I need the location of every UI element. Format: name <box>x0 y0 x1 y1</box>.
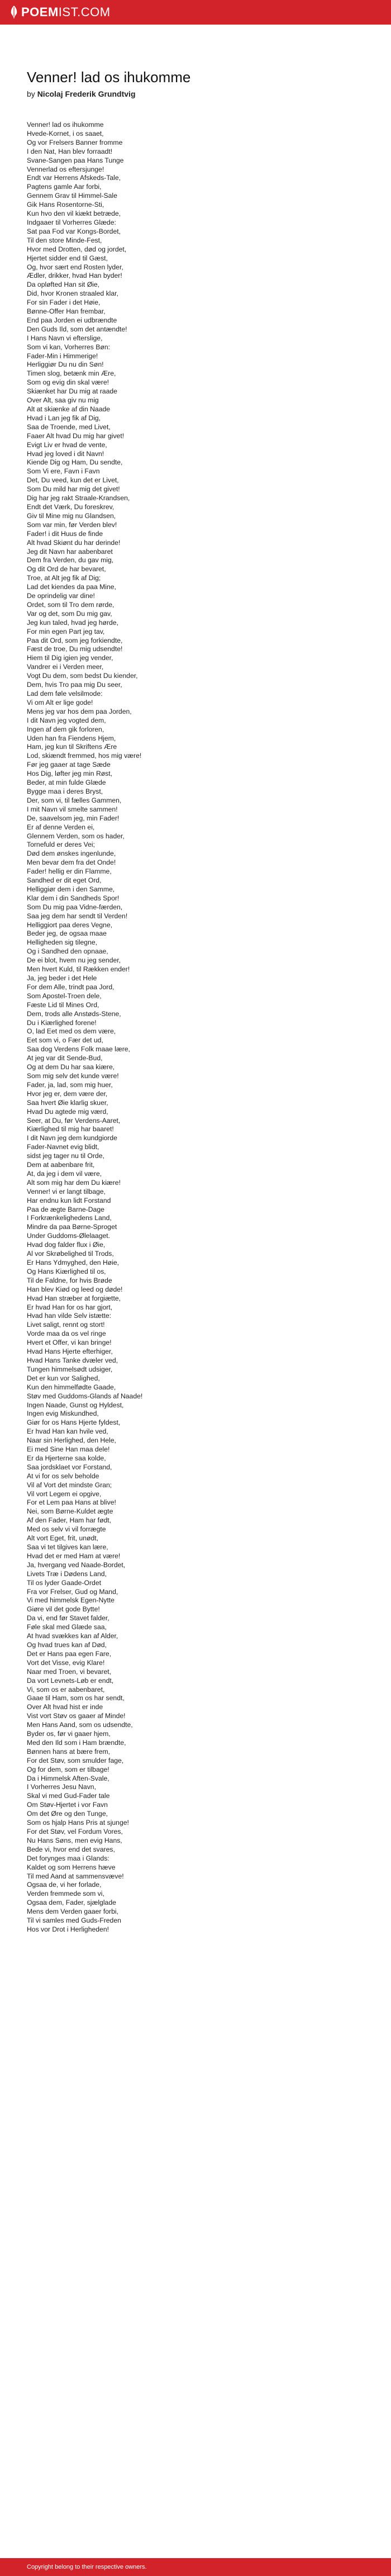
poem-line: Ham, jeg kun til Skriftens Ære <box>27 743 117 751</box>
poem-line: Fader-Min i Himmerige! <box>27 352 98 360</box>
poem-line: Lod, skiændt fremmed, hos mig være! <box>27 752 142 760</box>
poem-line: Død dem ønskes ingenlunde, <box>27 850 116 858</box>
poem-line: Over Alt, saa giv nu mig <box>27 396 99 405</box>
poem-line: Ordet, som til Tro dem rørde, <box>27 600 115 609</box>
poem-line: Paa de ægte Barne-Dage <box>27 1205 104 1213</box>
poem-line: Som os hjalp Hans Pris at sjunge! <box>27 1819 129 1827</box>
poem-line: Pagtens gamle Aar forbi, <box>27 183 102 191</box>
poem-line: Evigt Liv er hvad de vente, <box>27 440 107 449</box>
poem-line: Om Støv-Hjertet i vor Favn <box>27 1801 108 1809</box>
poem-line: O, lad Eet med os dem være, <box>27 1027 116 1036</box>
poem-line: Da opløfted Han sit Øie, <box>27 281 100 289</box>
poem-line: Ingen evig Miskundhed, <box>27 1410 99 1418</box>
poem-line: Er Hans Ydmyghed, den Høie, <box>27 1259 120 1266</box>
poem-line: I Vorherres Jesu Navn, <box>27 1783 96 1791</box>
poem-line: De ei blot, hvem nu jeg sender, <box>27 956 121 965</box>
poem-line: Som mig selv det kunde være! <box>27 1071 119 1080</box>
poem-line: Fader, ja, lad, som mig huer, <box>27 1080 113 1089</box>
poem-line: Svane-Sangen paa Hans Tunge <box>27 156 124 164</box>
poem-line: Hvad Hans Tanke dvæler ved, <box>27 1356 118 1364</box>
poem-line: Giv til Mine mig nu Glandsen, <box>27 511 116 520</box>
poem-line: Nu Hans Søns, men evig Hans, <box>27 1836 122 1844</box>
poem-line: Og i Sandhed den opnaae, <box>27 947 108 956</box>
poem-line: Men Hans Aand, som os udsendte, <box>27 1721 133 1729</box>
poem-line: Skal vi med Gud-Fader tale <box>27 1792 110 1800</box>
poem-line: Hvad Han stræber at forgiætte, <box>27 1294 121 1302</box>
poem-line: Ja, jeg beder i det Hele <box>27 974 97 982</box>
poem-line: At hvad svækkes kan af Alder, <box>27 1632 118 1640</box>
poem-line: Da vort Levnets-Løb er endt, <box>27 1676 114 1685</box>
poem-line: Som vi kan, Vorherres Bøn: <box>27 343 111 351</box>
poem-line: Gik Hans Rosentorne-Sti, <box>27 201 104 209</box>
poem-line: Saa jeg dem har sendt til Verden! <box>27 912 128 920</box>
poem-line: Livet saligt, rennt og stort! <box>27 1321 105 1329</box>
poem-line: Kiærlighed til mig har baaret! <box>27 1125 114 1133</box>
poem-line: Bønnen hans at bære frem, <box>27 1747 111 1756</box>
poem-line: At jeg var dit Sende-Bud, <box>27 1054 103 1062</box>
poem-line: Hvad dog falder flux i Øie, <box>27 1241 106 1249</box>
poem-line: De oprindelig var dine! <box>27 592 95 600</box>
poem-line: Ingen af dem gik forloren, <box>27 725 104 733</box>
poem-line: Klar dem i din Sandheds Spor! <box>27 894 120 902</box>
site-footer <box>0 2558 391 2576</box>
poem-line: Han blev Kiød og leed og døde! <box>27 1285 123 1293</box>
poem-line: I Hans Navn vi efterslige, <box>27 334 103 342</box>
poem-line: Helligheden sig tilegne, <box>27 938 98 947</box>
poem-line: Er hvad Han for os har gjort, <box>27 1303 113 1311</box>
poem-line: End paa Jorden ei udbrændte <box>27 316 117 324</box>
poem-line: Jeg kun taled, hvad jeg hørde, <box>27 618 118 627</box>
poem-line: Og dit Ord de har bevaret, <box>27 565 106 573</box>
poem-line: Det er kun vor Salighed, <box>27 1374 100 1382</box>
poem-line: I dit Navn jeg vogted dem, <box>27 716 106 724</box>
poem-line: Du i Kiærlighed forene! <box>27 1018 97 1027</box>
poem-line: Helliggiør dem i den Samme, <box>27 885 115 893</box>
poem-line: Kaldet og som Herrens hæve <box>27 1863 116 1871</box>
poem-line: Vi om Alt er lige gode! <box>27 698 93 706</box>
poem-line: Ei med Sine Han maa dele! <box>27 1445 110 1454</box>
poem-line: Seer, at Du, før Verdens-Aaret, <box>27 1116 121 1125</box>
poem-line: Hvede-Kornet, i os saaet, <box>27 129 104 137</box>
poem-line: Til med Aand at sammensvæve! <box>27 1872 124 1880</box>
poem-line: Støv med Guddoms-Glands af Naade! <box>27 1392 143 1400</box>
poem-line: Hvad i Lan jeg fik af Dig, <box>27 414 101 422</box>
poem-line: At vi for os selv beholde <box>27 1472 99 1480</box>
poem-line: Det, Du veed, kun det er Livet, <box>27 476 119 485</box>
poem-line: Hvad Du agtede mig værd, <box>27 1107 108 1116</box>
poem-line: For det Støv, vel Fordum Vores, <box>27 1828 123 1835</box>
logo-light: IST.COM <box>58 5 111 19</box>
poem-line: Skiænket har Du mig at raade <box>27 387 117 396</box>
poem-line: Over Alt hvad hist er inde <box>27 1703 103 1711</box>
poem-line: I mit Navn vil smelte sammen! <box>27 805 118 813</box>
poem-line: Som og evig din skal være! <box>27 378 109 387</box>
poem-line: Hvad det er med Ham at være! <box>27 1552 121 1560</box>
poem-line: Did, hvor Kronen straaled klar, <box>27 290 118 298</box>
poem-line: Indgaaer til Vorherres Glæde: <box>27 218 116 226</box>
poem-line: Har endnu kun lidt Forstand <box>27 1196 111 1204</box>
poem-line: Saa hvert Øie klarlig skuer, <box>27 1098 108 1107</box>
poem-line: Kun den himmelfødte Gaade, <box>27 1383 116 1391</box>
poem-line: At, da jeg i dem vil være, <box>27 1169 102 1178</box>
poem-line: Sat paa Fod var Kongs-Bordet, <box>27 227 121 235</box>
poem-line: Fader-Navnet evig blidt, <box>27 1143 99 1151</box>
poem-line: Herliggiør Du nu din Søn! <box>27 360 104 369</box>
poem-line: Giøre vil det gode Bytte! <box>27 1605 100 1614</box>
poem-line: Fæst de troe, Du mig udsendte! <box>27 645 123 653</box>
poem-line: Alt vort Eget, frit, unødt, <box>27 1534 99 1543</box>
poem-line: Livets Træ i Dødens Land, <box>27 1569 107 1578</box>
poem-line: Vandrer ei i Verden meer, <box>27 663 104 671</box>
poem-line: Til den store Minde-Fest, <box>27 236 102 244</box>
poem-line: Glennem Verden, som os hader, <box>27 832 125 840</box>
poem-line: Og Hans Kiærlighed til os, <box>27 1267 106 1275</box>
poem-line: Saa de Troende, med Livet, <box>27 423 111 431</box>
site-logo[interactable] <box>10 5 111 20</box>
poem-line: Timen slog, betænk min Ære, <box>27 369 116 378</box>
poem-line: Alt hvad Skiønt du har derinde! <box>27 538 121 547</box>
poem-line: Hvad jeg loved i dit Navn! <box>27 449 104 458</box>
poem-line: Hvert et Offer, vi kan bringe! <box>27 1339 112 1347</box>
poem-line: Vi med himmelsk Egen-Nytte <box>27 1596 115 1605</box>
poem-line: Byder os, før vi gaaer hjem, <box>27 1730 111 1738</box>
poem-title: Venner! lad os ihukomme <box>27 69 191 86</box>
poem-line: Ogsaa dem, Fader, sjælglade <box>27 1899 116 1907</box>
poem-line: Til vi samles med Guds-Freden <box>27 1916 121 1925</box>
poem-line: Det er Hans paa egen Fare, <box>27 1649 112 1658</box>
poem-line: For et Lem paa Hans at blive! <box>27 1498 116 1507</box>
poem-line: De, saavelsom jeg, min Fader! <box>27 814 120 822</box>
quill-pen-icon <box>10 6 18 19</box>
poem-line: Bede vi, hvor end det svares, <box>27 1845 115 1853</box>
poem-line: Ja, hvergang ved Naade-Bordet, <box>27 1560 126 1569</box>
poem-text <box>27 121 364 1934</box>
poem-line: Hos vor Drot i Herligheden! <box>27 1925 109 1933</box>
poem-line: I Forkrænkelighedens Land, <box>27 1214 112 1222</box>
poem-line: Alt som mig har dem Du kiære! <box>27 1178 121 1187</box>
poem-line: Er af denne Verden ei, <box>27 823 95 831</box>
poem-line: Ingen Naade, Gunst og Hyldest, <box>27 1401 124 1409</box>
poem-line: Ogsaa de, vi her forlade, <box>27 1881 102 1889</box>
poem-line: sidst jeg tager nu til Orde, <box>27 1152 104 1160</box>
poem-line: Gennem Grav til Himmel-Sale <box>27 192 117 200</box>
logo-text <box>21 5 111 20</box>
poem-line: Til os lyder Gaade-Ordet <box>27 1578 101 1587</box>
poem-line: Som Du mild har mig det givet! <box>27 485 120 494</box>
poem-line: Alt at skiænke af din Naade <box>27 405 111 413</box>
logo-bold: POEM <box>21 5 59 19</box>
poem-line: I dit Navn jeg dem kundgiorde <box>27 1134 117 1142</box>
poem-line: Som var min, før Verden blev! <box>27 520 117 529</box>
poem-line: Dem, hvis Tro paa mig Du seer, <box>27 681 122 689</box>
poem-line: Gaae til Ham, som os har sendt, <box>27 1694 125 1702</box>
poem-line: Dem at aabenbare frit, <box>27 1161 95 1169</box>
poem-line: Da i Himmelsk Aften-Svale, <box>27 1774 109 1782</box>
poem-line: Dig har jeg rakt Straale-Krandsen, <box>27 494 130 502</box>
site-header <box>0 0 391 25</box>
poem-line: Nei, som Børne-Kuldet ægte <box>27 1507 113 1516</box>
poem-line: Naar sin Herlighed, den Hele, <box>27 1436 116 1445</box>
poem-line: Og hvad trues kan af Død, <box>27 1640 107 1649</box>
poem-line: Som Vi ere, Favn i Favn <box>27 467 100 476</box>
poem-line: Al vor Skrøbelighed til Trods, <box>27 1250 114 1258</box>
poem-line: Helliggiort paa deres Vegne, <box>27 921 113 929</box>
poem-line: Faaer Alt hvad Du mig har givet! <box>27 431 125 440</box>
poem-line: Uden han fra Fiendens Hjem, <box>27 734 116 742</box>
poem-line: Saa vi tet tilgives kan lære, <box>27 1543 108 1551</box>
poem-line: Endt det Værk, Du foreskrev, <box>27 502 115 511</box>
poem-line: Føle skal med Glæde saa, <box>27 1623 107 1631</box>
poem-line: For sin Fader i det Høie, <box>27 298 101 307</box>
poem-line: Paa dit Ord, som jeg forkiendte, <box>27 636 123 644</box>
poem-line: Giør for os Hans Hjerte fyldest, <box>27 1419 121 1427</box>
poem-line: Beder jeg, de ogsaa maae <box>27 929 107 938</box>
poem-line: Bønne-Offer Han frembar, <box>27 307 106 316</box>
poem-line: Mens dem Verden gaaer forbi, <box>27 1908 118 1916</box>
poem-line: Fra vor Frelser, Gud og Mand, <box>27 1587 118 1596</box>
poem-line: Var og det, som Du mig gav, <box>27 609 112 618</box>
poem-line: Og for dem, som er tilbage! <box>27 1765 109 1773</box>
poem-line: Og vor Frelsers Banner fromme <box>27 138 123 146</box>
poem-line: Og at dem Du har saa kiære, <box>27 1063 115 1071</box>
poem-line: Saa jordsklaet vor Forstand, <box>27 1463 112 1471</box>
poem-line: Og, hvor sært end Rosten lyder, <box>27 263 123 271</box>
poem-line: Kun hvo den vil kiækt betræde, <box>27 210 121 218</box>
poem-line: Med os selv vi vil forrægte <box>27 1525 106 1534</box>
poem-line: Fæste Lid til Mines Ord, <box>27 1000 99 1009</box>
poem-line: Ædler, drikker, hvad Han byder! <box>27 272 122 280</box>
poem-line: Saa dog Verdens Folk maae lære, <box>27 1045 130 1054</box>
poem-line: Hvad han vilde Selv istætte: <box>27 1312 112 1320</box>
poem-line: Naar med Troen, vi bevaret, <box>27 1667 112 1676</box>
poem-line: Fader! hellig er din Flamme, <box>27 867 112 876</box>
poem-line: Af den Fader, Ham har født, <box>27 1516 112 1525</box>
poem-line: Under Guddoms-Ølelaaget. <box>27 1232 111 1240</box>
poem-line: Om det Øre og den Tunge, <box>27 1810 108 1818</box>
poem-line: Men hvert Kuld, til Rækken ender! <box>27 965 130 974</box>
poem-line: Den Guds Ild, som det antændte! <box>27 325 127 333</box>
poem-line: Dem fra Verden, du gav mig, <box>27 556 114 564</box>
poem-line: Kiende Dig og Ham, Du sendte, <box>27 458 123 467</box>
poem-line: Hvad Hans Hjerte efterhiger, <box>27 1348 113 1356</box>
poem-line: For min egen Part jeg tav, <box>27 627 105 635</box>
poem-line: Det forynges maa i Glands: <box>27 1854 109 1862</box>
poem-line: Jeg dit Navn har aabenbaret <box>27 547 113 556</box>
poem-line: Der, som vi, til fælles Gammen, <box>27 796 122 804</box>
poem-line: Tungen himmelsødt udsiger, <box>27 1365 113 1373</box>
poem-line: For det Støv, som smulder fage, <box>27 1756 124 1764</box>
copyright-text: Copyright belong to their respective owners. <box>27 2564 147 2570</box>
poem-line: Hvor med Drotten, død og jordet, <box>27 245 127 253</box>
by-label: by <box>27 89 35 98</box>
poem-line: Med den Ild som i Ham brændte, <box>27 1738 126 1747</box>
poem-line: Mindre da paa Børne-Sproget <box>27 1223 117 1231</box>
poem-line: Lad dem føle velsilmode: <box>27 690 103 698</box>
poem-line: Som Du mig paa Vidne-færden, <box>27 903 123 911</box>
poem-line: Vogt Du dem, som bedst Du kiender, <box>27 672 138 680</box>
poem-line: I den Nat, Han blev forraadt! <box>27 147 113 155</box>
poem-line: Hiem til Dig igien jeg vender, <box>27 654 113 662</box>
poem-line: Dem, trods alle Anstøds-Stene, <box>27 1009 121 1018</box>
poem-line: Beder, at min fulde Glæde <box>27 779 106 787</box>
poem-line: Vi, som os er aabenbaret, <box>27 1685 105 1693</box>
poem-line: Vist vort Støv os gaaer af Minde! <box>27 1712 126 1720</box>
author-link[interactable]: Nicolaj Frederik Grundtvig <box>37 89 136 98</box>
poem-line: Som Apostel-Troen dele, <box>27 992 102 1000</box>
poem-line: Endt var Herrens Afskeds-Tale, <box>27 174 121 182</box>
poem-line: Hvor jeg er, dem være der, <box>27 1089 108 1098</box>
poem-line: Til de Faldne, for hvis Brøde <box>27 1276 112 1284</box>
poem-line: Er da Hjerterne saa kolde, <box>27 1454 106 1462</box>
poem-line: Vil af Vort det mindste Gran; <box>27 1481 112 1489</box>
poem-content <box>0 25 391 1934</box>
poem-line: Fader! i dit Huus de finde <box>27 529 103 538</box>
poem-line: Verden fremmede som vi, <box>27 1890 104 1898</box>
poem-line: Troe, at Alt jeg fik af Dig; <box>27 574 101 582</box>
poem-line: Vennerlad os eftersjunge! <box>27 165 104 173</box>
poem-line: Eet som vi, o Fær det ud, <box>27 1036 103 1045</box>
poem-line: Før jeg gaaer at tage Sæde <box>27 761 111 769</box>
poem-line: Vort det Visse, evig Klare! <box>27 1658 105 1667</box>
poem-line: Venner! vi er langt tilbage, <box>27 1187 106 1196</box>
byline <box>27 89 364 98</box>
poem-line: Venner! lad os ihukomme <box>27 121 104 129</box>
poem-line: Vil vort Legem ei opgive, <box>27 1489 102 1498</box>
poem-line: Hjertet sidder end til Gæst, <box>27 254 108 262</box>
poem-line: Men bevar dem fra det Onde! <box>27 858 116 867</box>
poem-line: Lad det kiendes da paa Mine, <box>27 583 116 591</box>
poem-line: For dem Alle, trindt paa Jord, <box>27 983 115 991</box>
poem-line: Vorde maa da os vel ringe <box>27 1330 106 1338</box>
poem-line: Er hvad Han kan hvile ved, <box>27 1427 108 1436</box>
poem-line: Da vi, end før Stavet falder, <box>27 1614 109 1623</box>
poem-line: Tornefuld er deres Vei; <box>27 841 95 849</box>
poem-line: Sandhed er dit eget Ord, <box>27 876 102 885</box>
poem-line: Hos Dig, løfter jeg min Røst, <box>27 770 113 778</box>
poem-line: Mens jeg var hos dem paa Jorden, <box>27 707 132 715</box>
poem-line: Bygge maa i deres Bryst, <box>27 787 103 795</box>
